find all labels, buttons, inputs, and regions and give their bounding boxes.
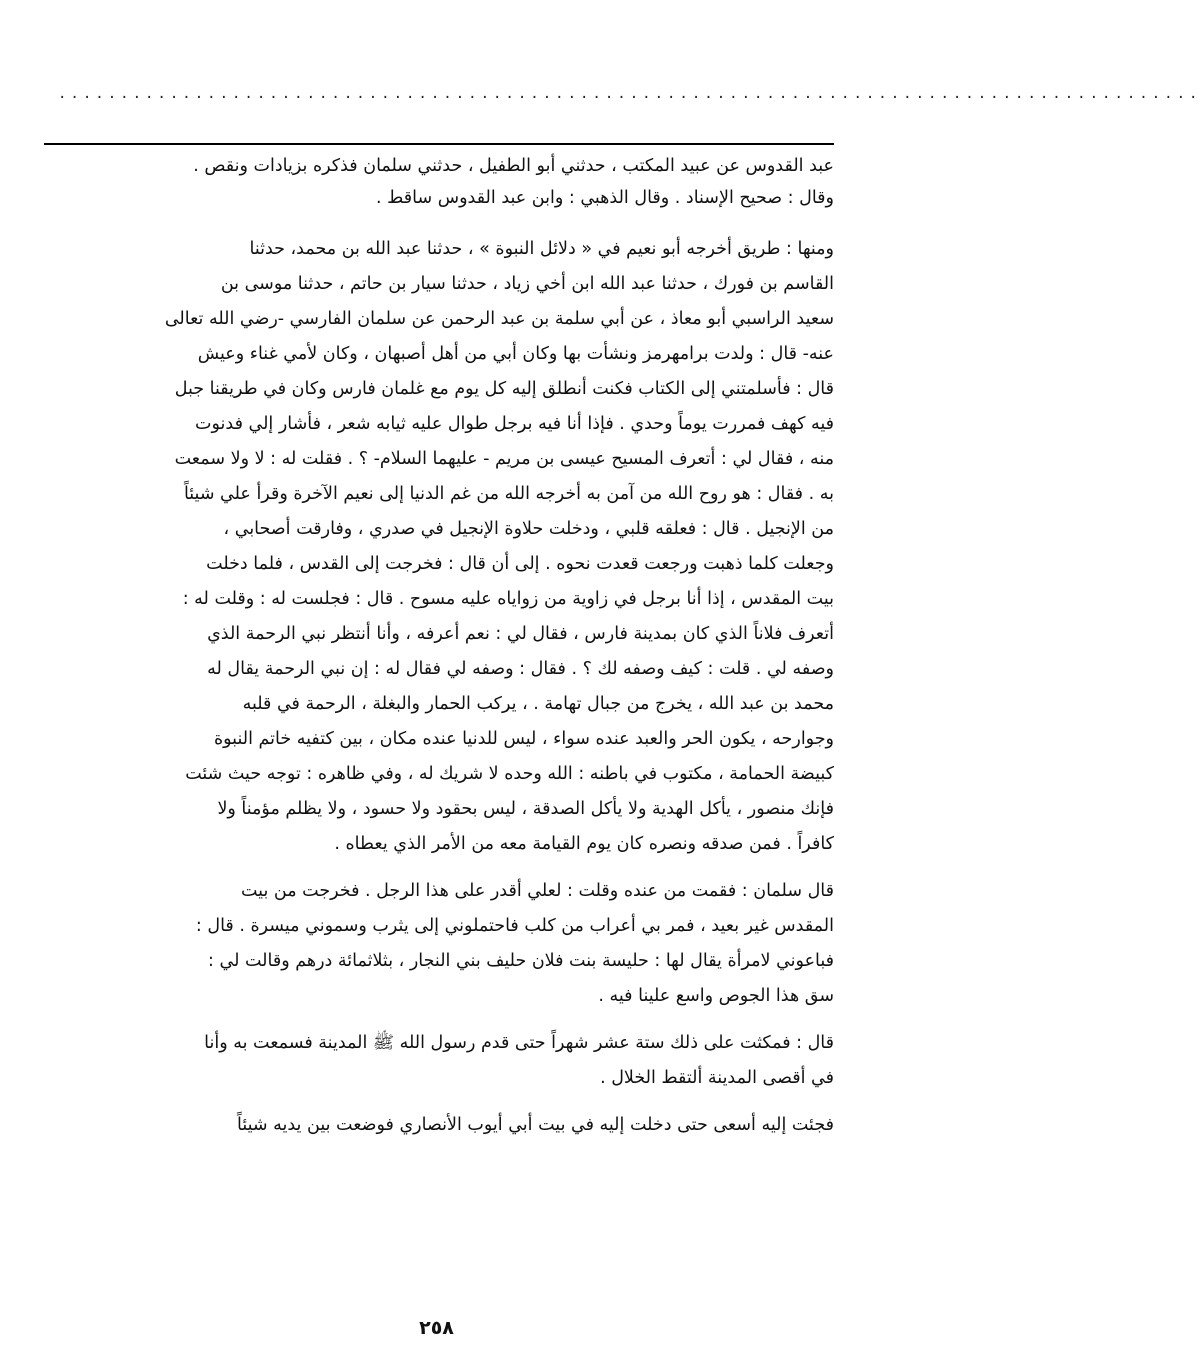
footnote-line: عبد القدوس عن عبيد المكتب ، حدثني أبو الطفيل ، حدثني سلمان فذكره بزيادات ونقص . <box>193 156 834 176</box>
text-line: من الإنجيل . قال : فعلقه قلبي ، ودخلت حلاوة الإنجيل في صدري ، وفارقت أصحابي ، <box>223 519 834 539</box>
footnote-separator-rule <box>44 143 834 145</box>
text-line: ومنها : طريق أخرجه أبو نعيم في « دلائل النبوة » ، حدثنا عبد الله بن محمد، حدثنا <box>249 239 834 259</box>
text-line: منه ، فقال لي : أتعرف المسيح عيسى بن مريم - عليهما السلام- ؟ . فقلت له : لا ولا سمعت <box>174 449 834 469</box>
text-line: قال : فأسلمتني إلى الكتاب فكنت أنطلق إليه كل يوم مع غلمان فارس وكان في طريقنا جبل <box>174 379 834 399</box>
text-line: كافراً . فمن صدقه ونصره كان يوم القيامة معه من الأمر الذي يعطاه . <box>334 834 834 854</box>
text-line: القاسم بن فورك ، حدثنا عبد الله ابن أخي زياد ، حدثنا سيار بن حاتم ، حدثنا موسى بن <box>220 274 834 294</box>
text-line: وجوارحه ، يكون الحر والعبد عنده سواء ، ليس للدنيا عنده مكان ، بين كتفيه خاتم النبوة <box>213 729 834 749</box>
text-line: وصفه لي . قلت : كيف وصفه لك ؟ . فقال : وصفه لي فقال له : إن نبي الرحمة يقال له <box>207 659 834 679</box>
text-line: سق هذا الجوص واسع علينا فيه . <box>598 986 834 1006</box>
paragraph <box>44 874 834 1014</box>
footnote-line: وقال : صحيح الإسناد . وقال الذهبي : وابن عبد القدوس ساقط . <box>376 188 834 208</box>
text-line: به . فقال : هو روح الله من آمن به أخرجه الله من غم الدنيا إلى نعيم الآخرة وقرأ علي شيئاً <box>183 484 834 504</box>
text-line: فباعوني لامرأة يقال لها : حليسة بنت فلان حليف بني النجار ، بثلاثمائة درهم وقالت لي : <box>208 951 834 971</box>
text-line: فيه كهف فمررت يوماً وحدي . فإذا أنا فيه برجل طوال عليه ثيابه شعر ، فأشار إلي فدنوت <box>195 414 834 434</box>
text-line: محمد بن عبد الله ، يخرج من جبال تهامة . ، يركب الحمار والبغلة ، الرحمة في قلبه <box>242 694 834 714</box>
text-line: فإنك منصور ، يأكل الهدية ولا يأكل الصدقة ، ليس بحقود ولا حسود ، ولا يظلم مؤمناً ولا <box>217 799 834 819</box>
text-line: أتعرف فلاناً الذي كان بمدينة فارس ، فقال لي : نعم أعرفه ، وأنا أنتظر نبي الرحمة الذي <box>207 624 834 644</box>
text-line: المقدس غير بعيد ، فمر بي أعراب من كلب فاحتملوني إلى يثرب وسموني ميسرة . قال : <box>195 916 834 936</box>
footnote-block <box>44 150 834 214</box>
header-dotted-line: ............................................................................................ <box>58 86 1201 102</box>
text-line: كبيضة الحمامة ، مكتوب في باطنه : الله وحده لا شريك له ، وفي ظاهره : توجه حيث شئت <box>185 764 834 784</box>
text-line: سعيد الراسبي أبو معاذ ، عن أبي سلمة بن عبد الرحمن عن سلمان الفارسي -رضي الله تعالى <box>164 309 834 329</box>
paragraph <box>44 1026 834 1096</box>
text-line: عنه- قال : ولدت برامهرمز ونشأت بها وكان أبي من أهل أصبهان ، وكان لأمي غناء وعيش <box>197 344 834 364</box>
paragraph <box>44 1108 834 1143</box>
page-number: ٢٥٨ <box>419 1317 454 1339</box>
text-line: فجئت إليه أسعى حتى دخلت إليه في بيت أبي أيوب الأنصاري فوضعت بين يديه شيئاً <box>237 1115 834 1135</box>
text-line: وجعلت كلما ذهبت ورجعت قعدت نحوه . إلى أن قال : فخرجت إلى القدس ، فلما دخلت <box>206 554 834 574</box>
page-content <box>44 150 834 1143</box>
text-line: قال سلمان : فقمت من عنده وقلت : لعلي أقدر على هذا الرجل . فخرجت من بيت <box>240 881 834 901</box>
paragraph <box>44 232 834 862</box>
text-line: بيت المقدس ، إذا أنا برجل في زاوية من زواياه عليه مسوح . قال : فجلست له : وقلت له : <box>182 589 834 609</box>
text-line: قال : فمكثت على ذلك ستة عشر شهراً حتى قدم رسول الله ﷺ المدينة فسمعت به وأنا <box>204 1033 834 1053</box>
text-line: في أقصى المدينة ألتقط الخلال . <box>600 1068 834 1088</box>
